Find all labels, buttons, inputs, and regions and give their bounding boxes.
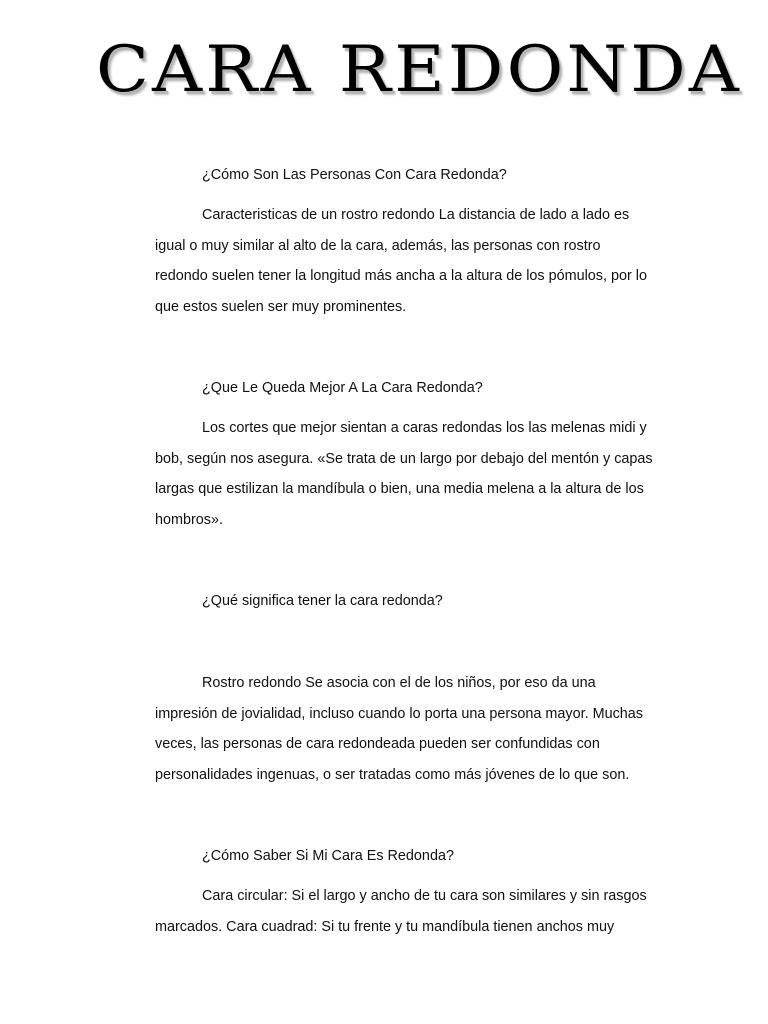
section-answer: Cara circular: Si el largo y ancho de tu cara son similares y sin rasgos marcados. Cara cuadrad: Si tu frente y tu mandíbula tienen anchos muy (155, 887, 647, 935)
section-question: ¿Que Le Queda Mejor A La Cara Redonda? (202, 379, 483, 396)
document-body (155, 160, 655, 942)
section-question: ¿Cómo Son Las Personas Con Cara Redonda? (202, 167, 507, 183)
section-question: ¿Cómo Saber Si Mi Cara Es Redonda? (202, 847, 454, 864)
section-answer: Rostro redondo Se asocia con el de los niños, por eso da una impresión de jovialidad, incluso cuando lo porta una persona mayor. Muchas veces, las personas de cara redondeada pueden ser confundidas con personalidades ingenuas, o ser tratadas como más jóvenes de lo que son. (155, 674, 643, 784)
section-answer: Caracteristicas de un rostro redondo La distancia de lado a lado es igual o muy similar al alto de la cara, además, las personas con rostro redondo suelen tener la longitud más ancha a la altura de los pómulos, por lo que estos suelen ser muy prominentes. (155, 206, 647, 316)
document-title: CARA REDONDA (96, 33, 743, 107)
section-answer: Los cortes que mejor sientan a caras redondas los las melenas midi y bob, según nos asegura. «Se trata de un largo por debajo del mentón y capas largas que estilizan la mandíbula o bien, una media melena a la altura de los hombros». (155, 419, 653, 529)
section-question: ¿Qué significa tener la cara redonda? (202, 592, 443, 609)
